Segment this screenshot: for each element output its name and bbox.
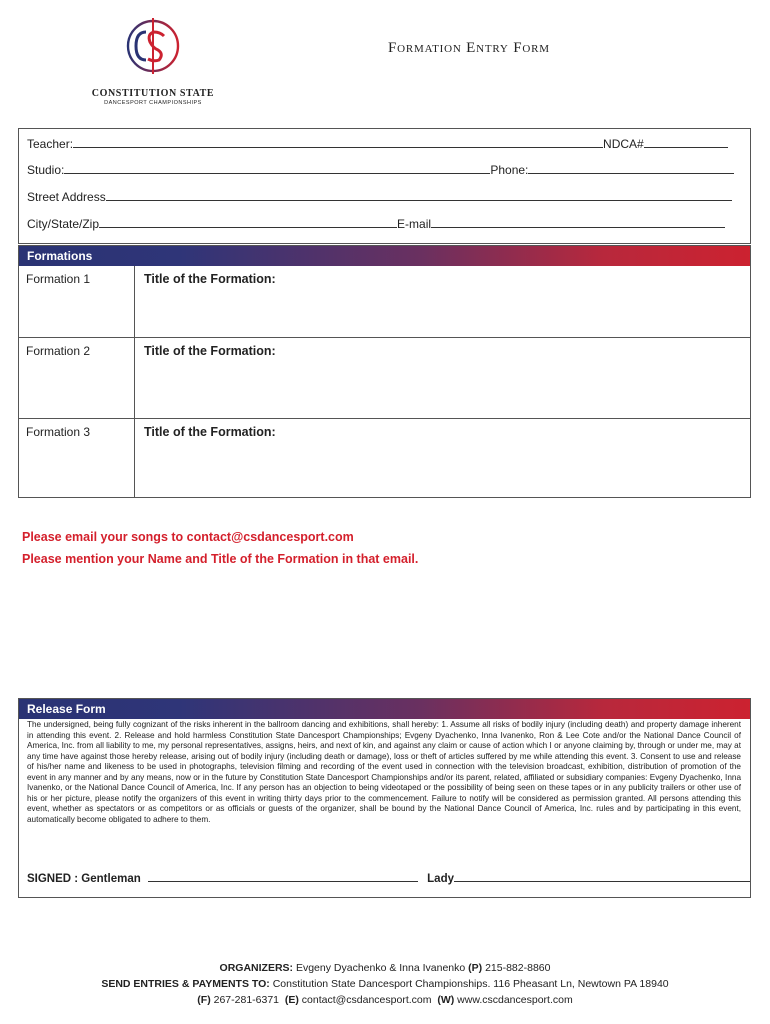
lady-signature-label: Lady [427, 873, 454, 885]
phone-label: Phone: [490, 163, 529, 177]
phone-field[interactable] [528, 162, 734, 174]
release-form-section [18, 698, 751, 898]
formation-label: Formation 1 [26, 272, 91, 286]
footer-organizers [0, 962, 770, 974]
formations-section [18, 245, 751, 498]
street-label: Street Address [27, 190, 106, 204]
teacher-field[interactable] [73, 136, 603, 148]
logo-subtitle: DANCESPORT CHAMPIONSHIPS [104, 100, 202, 106]
ndca-field[interactable] [644, 136, 728, 148]
gentleman-signature-field[interactable] [148, 871, 418, 882]
formation-title-label: Title of the Formation: [144, 425, 276, 439]
studio-field[interactable] [64, 162, 490, 174]
column-divider [134, 338, 135, 419]
studio-label: Studio: [27, 163, 65, 177]
logo-name: CONSTITUTION STATE [91, 88, 215, 99]
email-contact-link[interactable]: contact@csdancesport.com [301, 994, 432, 1006]
send-label: SEND ENTRIES & PAYMENTS TO: [101, 978, 270, 990]
web-link[interactable]: www.cscdancesport.com [457, 994, 573, 1006]
email-note: Please email your songs to contact@csdancesport.com [22, 530, 354, 544]
city-field[interactable] [99, 216, 397, 228]
organizers-phone: 215-882-8860 [485, 962, 551, 974]
city-label: City/State/Zip [27, 217, 100, 231]
organizers-label: ORGANIZERS: [219, 962, 294, 974]
contact-fields-section [18, 128, 751, 244]
gentleman-signature-label: SIGNED : Gentleman [27, 873, 141, 885]
organizers-phone-label: (P) [468, 962, 483, 974]
formation-row [19, 337, 750, 419]
page-title: Formation Entry Form [388, 40, 550, 56]
teacher-row [27, 136, 728, 151]
release-form-header: Release Form [19, 699, 750, 719]
fax-label: (F) [197, 994, 211, 1006]
formation-row [19, 266, 750, 337]
street-row [27, 189, 732, 204]
email-label: E-mail [397, 217, 432, 231]
formations-header: Formations [19, 246, 750, 266]
street-field[interactable] [106, 189, 732, 201]
formation-label: Formation 2 [26, 344, 91, 358]
teacher-label: Teacher: [27, 137, 74, 151]
formation-row [19, 418, 750, 498]
formation-title-label: Title of the Formation: [144, 344, 276, 358]
studio-row [27, 162, 734, 177]
column-divider [134, 266, 135, 337]
logo-emblem-icon [126, 14, 180, 78]
footer-contacts [0, 994, 770, 1006]
column-divider [134, 419, 135, 498]
city-row [27, 216, 725, 231]
release-text: The undersigned, being fully cognizant of the risks inherent in the ballroom dancing and exhibitions, shall hereby: 1. Assume all risks of bodily injury (including death) and property damage inherent in attending this event. 2. Release and hold harmless Constitution State Dancesport Championships; Evgeny Dyachenko, Inna Ivanenko, Ron & Lee Cote and/or the National Dance Council of America, Inc. from all liability to me, my personal representatives, assigns, heirs, and next of kin, and against any claim or cause of action which I or anyone claiming by, through or under me, may at any time have against those hereby release, arising out of bodily injury (including death or damage), loss or theft of articles suffered by me while attending this event. 3. Consent to use and release of his/her name and likeness to be used in photographs, television filming and recording of the event used in connection with the television broadcast, exhibition, distribution of promotion of the event in any manner and by any means, now or in the future by Constitution State Dancesport Championships and/or its parent, related, affiliated or subsidiary companies: Evgeny Dyachenko, Inna Ivanenko, or the National Dance Council of America, Inc. If any person has an objection to being videotaped or the possibility of being seen on these tapes or in any publicity trailers or other use of his or her picture, please notify the organizers of this event in writing thirty days prior to the commencement. Failure to notify will be considered as permission granted. All persons attending this event, whether as spectators or as competitors or as officials or guests of the organizer, shall be bound by the National Dance Council of America, Inc. rules and by participating in this event, automatically become obligated to adhere to them. [27, 720, 741, 824]
footer-send [0, 978, 770, 990]
web-label: (W) [437, 994, 455, 1006]
signature-row [27, 871, 750, 885]
fax-value: 267-281-6371 [213, 994, 280, 1006]
formation-label: Formation 3 [26, 425, 91, 439]
email-contact-label: (E) [284, 994, 299, 1006]
email-note-mention: Please mention your Name and Title of the Formation in that email. [22, 552, 419, 566]
email-field[interactable] [431, 216, 725, 228]
formation-title-label: Title of the Formation: [144, 272, 276, 286]
ndca-label: NDCA# [603, 137, 644, 151]
logo [88, 14, 218, 106]
lady-signature-field[interactable] [454, 871, 750, 882]
send-value: Constitution State Dancesport Championships. 116 Pheasant Ln, Newtown PA 18940 [272, 978, 669, 990]
organizers-value: Evgeny Dyachenko & Inna Ivanenko [295, 962, 466, 974]
